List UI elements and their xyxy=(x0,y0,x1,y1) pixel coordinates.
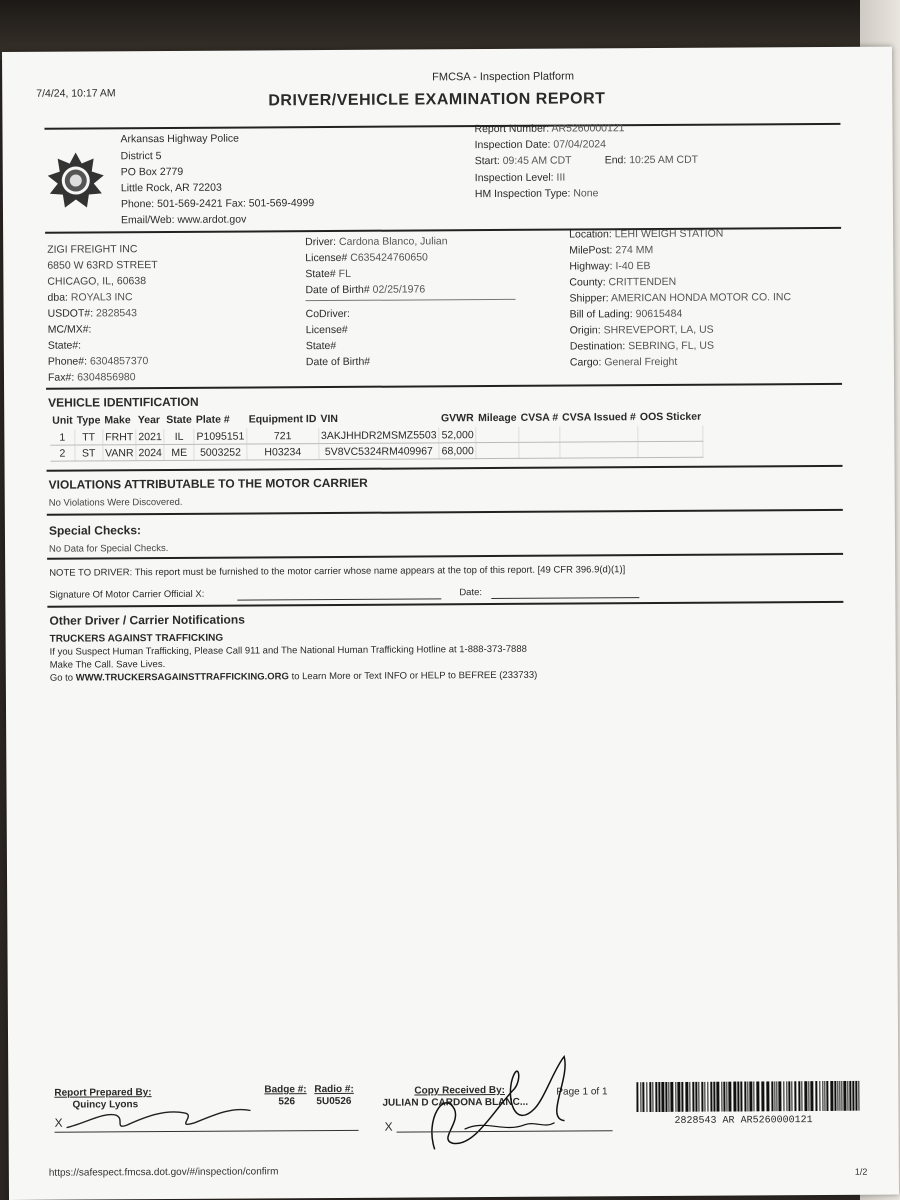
special-checks-title: Special Checks: xyxy=(48,523,142,538)
copy-received-name: JULIAN D CARDONA BLANC... xyxy=(382,1096,529,1109)
destination-label: Destination: xyxy=(569,340,626,353)
page-number: Page 1 of 1 xyxy=(556,1086,608,1098)
carrier-fax-label: Fax#: xyxy=(47,371,75,384)
signature-line xyxy=(237,598,441,600)
agency-po-box: PO Box 2779 xyxy=(120,165,184,179)
radio-label: Radio #: xyxy=(314,1083,354,1096)
divider xyxy=(44,123,840,130)
location-value: LEHI WEIGH STATION xyxy=(614,227,724,241)
table-cell: P1095151 xyxy=(194,429,247,445)
table-cell xyxy=(519,427,561,443)
dba-value: ROYAL3 INC xyxy=(70,291,133,304)
trafficking-link[interactable]: WWW.TRUCKERSAGAINSTTRAFFICKING.ORG xyxy=(75,671,289,684)
bol-value: 90615484 xyxy=(635,307,683,321)
shipper-label: Shipper: xyxy=(569,292,609,305)
usdot-label: USDOT#: xyxy=(47,307,94,320)
carrier-state-label: State#: xyxy=(47,339,82,352)
inspection-level: III xyxy=(556,171,566,184)
prepared-by-label: Report Prepared By: xyxy=(54,1087,152,1099)
badge-value: 526 xyxy=(278,1096,296,1108)
co-state-label: State# xyxy=(305,339,337,353)
signature-label: Signature Of Motor Carrier Official X: xyxy=(49,588,205,601)
x-mark: X xyxy=(384,1119,393,1134)
table-cell: 5V8VC5324RM409967 xyxy=(319,443,440,460)
driver-name: Cardona Blanco, Julian xyxy=(338,235,448,248)
table-cell xyxy=(476,442,519,458)
table-cell: 68,000 xyxy=(439,443,476,459)
barcode-text: 2828543 AR AR5260000121 xyxy=(674,1115,813,1127)
origin-label: Origin: xyxy=(569,324,601,337)
date-line xyxy=(491,597,639,599)
table-cell: FRHT xyxy=(102,429,136,445)
table-cell xyxy=(519,442,561,458)
divider xyxy=(47,601,843,608)
column-header: Mileage xyxy=(478,411,517,425)
x-mark: X xyxy=(54,1115,63,1130)
trafficking-line1: If you Suspect Human Trafficking, Please Call 911 and The National Human Trafficking Hotline at 1-888-373-7888 xyxy=(49,643,527,658)
table-cell: 721 xyxy=(247,428,319,444)
agency-phone-fax: Phone: 501-569-2421 Fax: 501-569-4999 xyxy=(120,197,315,211)
table-cell: 52,000 xyxy=(439,427,476,443)
column-header: VIN xyxy=(320,412,338,426)
driver-state-label: State# xyxy=(305,267,336,281)
barcode-icon xyxy=(636,1081,864,1112)
codriver-label: CoDriver: xyxy=(305,307,350,321)
license-value: C635424760650 xyxy=(350,251,428,264)
co-license-label: License# xyxy=(305,323,348,337)
trafficking-goto: Go to xyxy=(49,672,74,684)
usdot-value: 2828543 xyxy=(95,307,137,320)
column-header: Plate # xyxy=(195,413,230,426)
table-cell: 5003252 xyxy=(194,444,247,460)
table-cell: H03234 xyxy=(247,444,319,460)
agency-district: District 5 xyxy=(120,150,162,163)
dob-label: Date of Birth# xyxy=(305,283,370,297)
license-label: License# xyxy=(305,251,348,265)
trafficking-heading: TRUCKERS AGAINST TRAFFICKING xyxy=(49,632,224,645)
carrier-name: ZIGI FREIGHT INC xyxy=(47,243,138,256)
table-cell: 2 xyxy=(50,445,75,461)
highway-value: I-40 EB xyxy=(615,260,651,273)
column-header: CVSA # xyxy=(520,411,559,424)
agency-email-web: Email/Web: www.ardot.gov xyxy=(120,213,247,227)
start-label: Start: xyxy=(474,154,500,168)
location-label: Location: xyxy=(569,228,612,241)
vehicle-section-title: VEHICLE IDENTIFICATION xyxy=(48,394,199,410)
table-cell xyxy=(476,427,519,443)
shipper-value: AMERICAN HONDA MOTOR CO. INC xyxy=(610,291,792,305)
page-title: DRIVER/VEHICLE EXAMINATION REPORT xyxy=(268,90,606,110)
report-sheet xyxy=(2,47,899,1200)
agency-city: Little Rock, AR 72203 xyxy=(120,181,222,195)
column-header: OOS Sticker xyxy=(639,410,702,424)
vehicle-table xyxy=(50,408,704,462)
milepost-value: 274 MM xyxy=(615,244,654,257)
column-header: Year xyxy=(137,414,161,427)
driver-signature-icon xyxy=(394,1048,585,1159)
carrier-phone: 6304857370 xyxy=(89,355,149,368)
trafficking-line2: Make The Call. Save Lives. xyxy=(49,659,166,671)
table-cell: ME xyxy=(164,444,194,460)
end-label: End: xyxy=(604,154,627,167)
platform-name: FMCSA - Inspection Platform xyxy=(432,70,575,84)
dob-value: 02/25/1976 xyxy=(372,283,426,296)
highway-label: Highway: xyxy=(569,260,613,273)
county-value: CRITTENDEN xyxy=(608,275,677,289)
column-header: State xyxy=(166,413,192,427)
inspection-level-label: Inspection Level: xyxy=(474,171,554,185)
hm-type-label: HM Inspection Type: xyxy=(474,187,571,201)
driver-state: FL xyxy=(338,267,351,280)
driver-label: Driver: xyxy=(305,235,337,249)
page-url[interactable]: https://safespect.fmcsa.dot.gov/#/inspection/confirm xyxy=(48,1166,279,1179)
divider xyxy=(46,383,842,390)
table-cell: VANR xyxy=(103,445,137,461)
page-count: 1/2 xyxy=(854,1166,868,1177)
end-time: 10:25 AM CDT xyxy=(629,153,699,167)
table-cell xyxy=(560,442,638,458)
table-cell: 3AKJHHDR2MSMZ5503 xyxy=(318,427,439,443)
cargo-label: Cargo: xyxy=(569,356,602,369)
hm-type: None xyxy=(573,187,599,200)
cargo-value: General Freight xyxy=(604,355,678,369)
report-number: AR5260000121 xyxy=(551,122,625,135)
trafficking-line3: to Learn More or Text INFO or HELP to BEFREE (233733) xyxy=(291,669,538,683)
violations-title: VIOLATIONS ATTRIBUTABLE TO THE MOTOR CARRIER xyxy=(48,475,368,492)
note-to-driver: NOTE TO DRIVER: This report must be furnished to the motor carrier whose name appears at the top of this report. [49 CFR 396.9(d)(1)] xyxy=(49,564,626,579)
table-cell xyxy=(638,441,703,457)
carrier-street: 6850 W 63RD STREET xyxy=(47,259,158,272)
origin-value: SHREVEPORT, LA, US xyxy=(603,323,714,337)
table-cell: 2024 xyxy=(136,445,164,461)
county-label: County: xyxy=(569,276,606,289)
divider xyxy=(47,465,843,472)
report-number-label: Report Number: xyxy=(474,122,550,136)
special-checks-text: No Data for Special Checks. xyxy=(49,542,169,555)
milepost-label: MilePost: xyxy=(569,244,613,257)
co-dob-label: Date of Birth# xyxy=(305,355,371,369)
carrier-city: CHICAGO, IL, 60638 xyxy=(47,275,147,288)
bol-label: Bill of Lading: xyxy=(569,308,633,321)
table-cell: 2021 xyxy=(136,429,164,445)
print-timestamp: 7/4/24, 10:17 AM xyxy=(36,87,116,100)
divider xyxy=(306,299,516,301)
column-header: GVWR xyxy=(440,412,474,425)
notifications-title: Other Driver / Carrier Notifications xyxy=(49,612,245,628)
column-header: Unit xyxy=(52,414,73,427)
date-label: Date: xyxy=(459,587,483,599)
table-cell xyxy=(638,426,703,442)
radio-value: 5U0526 xyxy=(316,1095,352,1108)
badge-label: Badge #: xyxy=(264,1084,307,1096)
carrier-fax: 6304856980 xyxy=(77,371,136,384)
destination-value: SEBRING, FL, US xyxy=(628,339,714,353)
copy-received-label: Copy Received By: xyxy=(414,1084,505,1097)
column-header: Type xyxy=(76,414,101,427)
divider xyxy=(47,509,843,516)
agency-name: Arkansas Highway Police xyxy=(120,132,240,146)
table-cell: IL xyxy=(164,429,194,445)
column-header: Make xyxy=(104,414,131,427)
mcmx-label: MC/MX#: xyxy=(47,323,92,336)
start-time: 09:45 AM CDT xyxy=(502,154,572,167)
table-cell xyxy=(560,426,638,442)
table-row xyxy=(50,441,703,461)
table-cell: 1 xyxy=(50,430,75,446)
table-cell: ST xyxy=(75,445,103,461)
column-header: CVSA Issued # xyxy=(562,411,636,424)
inspection-date-label: Inspection Date: xyxy=(474,138,551,152)
inspection-date: 07/04/2024 xyxy=(553,138,606,151)
carrier-phone-label: Phone#: xyxy=(47,355,88,368)
police-seal-icon xyxy=(47,151,105,209)
violations-text: No Violations Were Discovered. xyxy=(48,496,183,509)
column-header: Equipment ID xyxy=(248,413,317,426)
prepared-by-name: Quincy Lyons xyxy=(72,1099,139,1111)
table-cell: TT xyxy=(75,429,103,445)
dba-label: dba: xyxy=(47,291,68,304)
